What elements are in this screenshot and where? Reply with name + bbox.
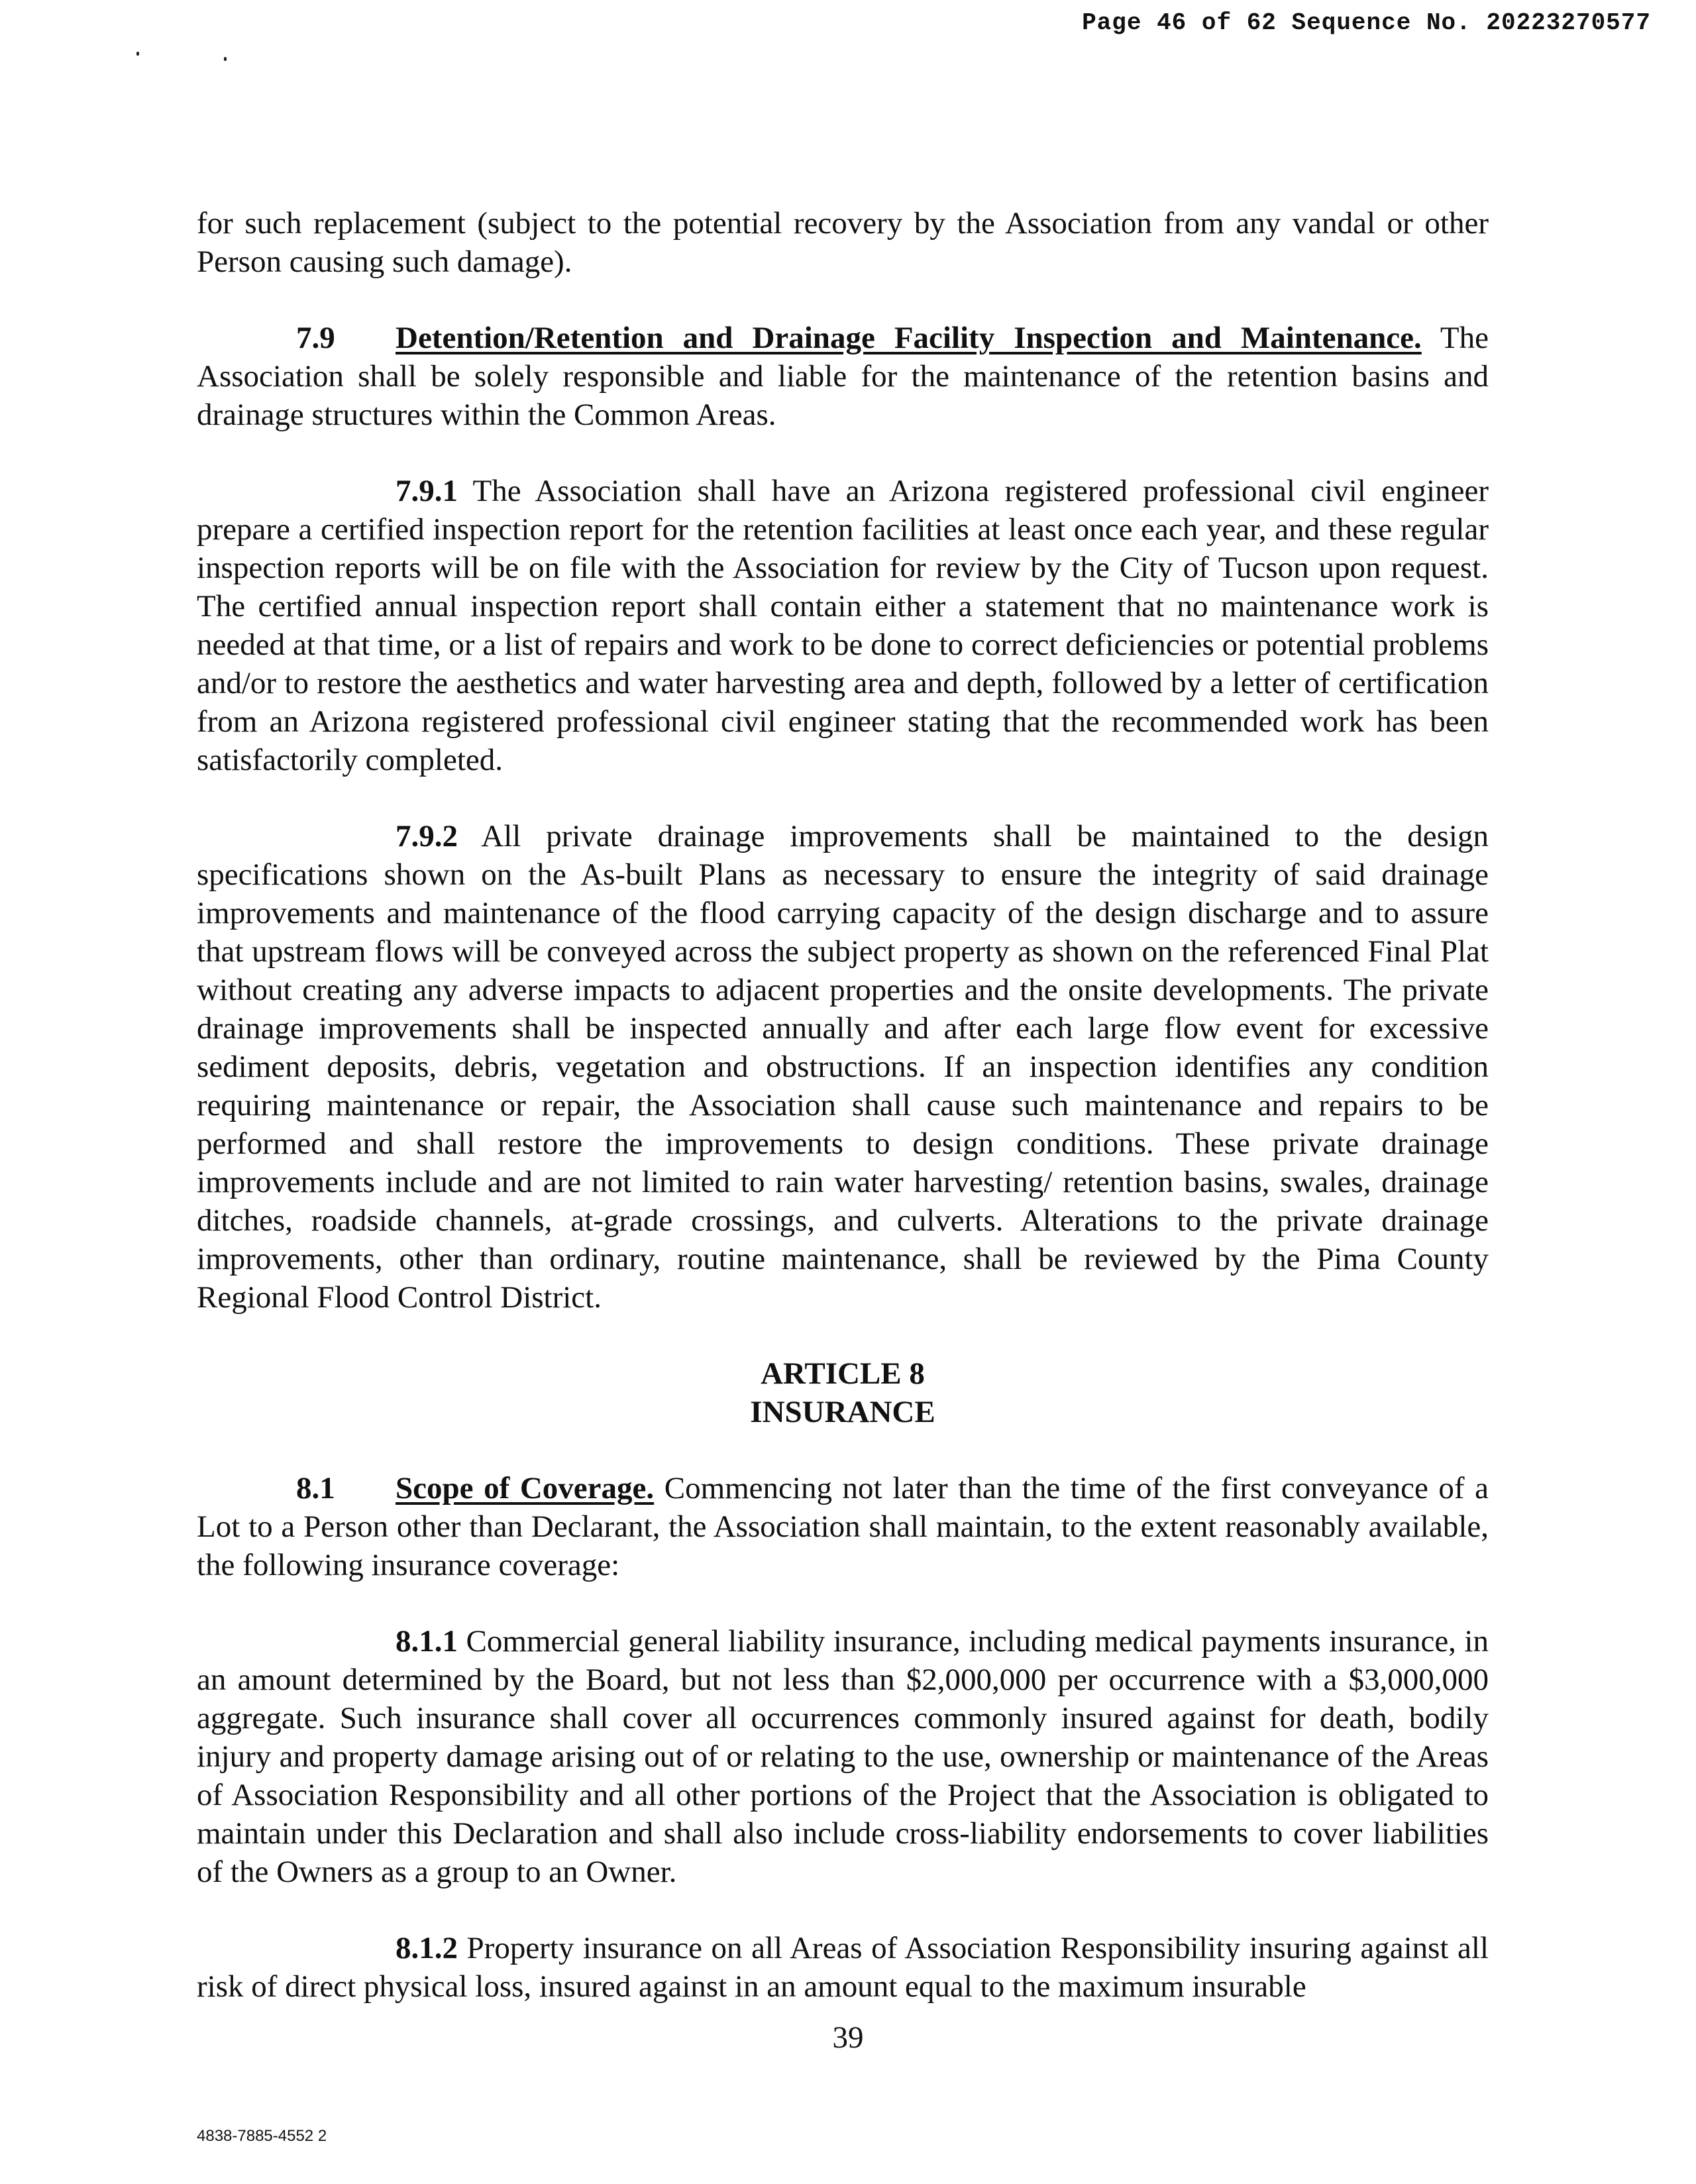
document-id: 4838-7885-4552 2 (197, 2127, 327, 2145)
section-text: Property insurance on all Areas of Association Responsibility insuring against all risk of direct physical loss, insured against in an amount equal to the maximum insurable (197, 1931, 1489, 2004)
section-text: The Association shall be solely responsible and liable for the maintenance of the retention basins and drainage structures within the Common Areas. (197, 321, 1489, 432)
section-heading: Detention/Retention and Drainage Facility Inspection and Maintenance. (396, 321, 1422, 355)
paragraph-continuation: for such replacement (subject to the potential recovery by the Association from any vandal or other Person causing such damage). (197, 206, 1489, 279)
section-number: 8.1 (296, 1471, 335, 1505)
section-heading: Scope of Coverage. (396, 1471, 655, 1505)
section-8-1 (197, 1469, 1489, 1584)
section-8-1-2 (197, 1929, 1489, 2006)
article-number: ARTICLE 8 (761, 1356, 925, 1391)
section-number: 7.9 (296, 321, 335, 355)
section-7-9-2 (197, 817, 1489, 1317)
section-text: Commercial general liability insurance, including medical payments insurance, in an amount determined by the Board, but not less than $2,000,000 per occurrence with a $3,000,000 aggregate. Such insurance shall cover all occurrences commonly insured against for death, bodily injury and property damage arising out of or relating to the use, ownership or maintenance of the Areas of Association Responsibility and all other portions of the Project that the Association is obligated to maintain under this Declaration and shall also include cross-liability endorsements to cover liabilities of the Owners as a group to an Owner. (197, 1624, 1489, 1889)
section-number: 7.9.1 (396, 474, 458, 508)
section-7-9-1 (197, 472, 1489, 779)
section-text: Commencing not later than the time of the first conveyance of a Lot to a Person other than Declarant, the Association shall maintain, to the extent reasonably available, the following insurance coverage: (197, 1471, 1489, 1582)
section-8-1-1 (197, 1622, 1489, 1891)
section-number: 8.1.1 (396, 1624, 458, 1659)
scan-speck (136, 52, 139, 56)
page-sequence-header: Page 46 of 62 Sequence No. 20223270577 (1082, 9, 1651, 36)
article-heading (197, 1354, 1489, 1431)
article-title: INSURANCE (750, 1395, 935, 1429)
section-7-9 (197, 319, 1489, 434)
section-number: 8.1.2 (396, 1931, 458, 1965)
page-number: 39 (832, 2020, 864, 2055)
scan-speck (224, 57, 227, 61)
section-text: All private drainage improvements shall be maintained to the design specifications shown on the As-built Plans as necessary to ensure the integrity of said drainage improvements and maintenance of the flood carrying capacity of the design discharge and to assure that upstream flows will be conveyed across the subject property as shown on the referenced Final Plat without creating any adverse impacts to adjacent properties and the onsite developments. The private drainage improvements shall be inspected annually and after each large flow event for excessive sediment deposits, debris, vegetation and obstructions. If an inspection identifies any condition requiring maintenance or repair, the Association shall cause such maintenance and repairs to be performed and shall restore the improvements to design conditions. These private drainage improvements include and are not limited to rain water harvesting/ retention basins, swales, drainage ditches, roadside channels, at-grade crossings, and culverts. Alterations to the private drainage improvements, other than ordinary, routine maintenance, shall be reviewed by the Pima County Regional Flood Control District. (197, 819, 1489, 1315)
document-body (197, 204, 1489, 2044)
section-text: The Association shall have an Arizona registered professional civil engineer prepare a certified inspection report for the retention facilities at least once each year, and these regular inspection reports will be on file with the Association for review by the City of Tucson upon request. The certified annual inspection report shall contain either a statement that no maintenance work is needed at that time, or a list of repairs and work to be done to correct deficiencies or potential problems and/or to restore the aesthetics and water harvesting area and depth, followed by a letter of certification from an Arizona registered professional civil engineer stating that the recommended work has been satisfactorily completed. (197, 474, 1489, 777)
section-number: 7.9.2 (396, 819, 458, 853)
